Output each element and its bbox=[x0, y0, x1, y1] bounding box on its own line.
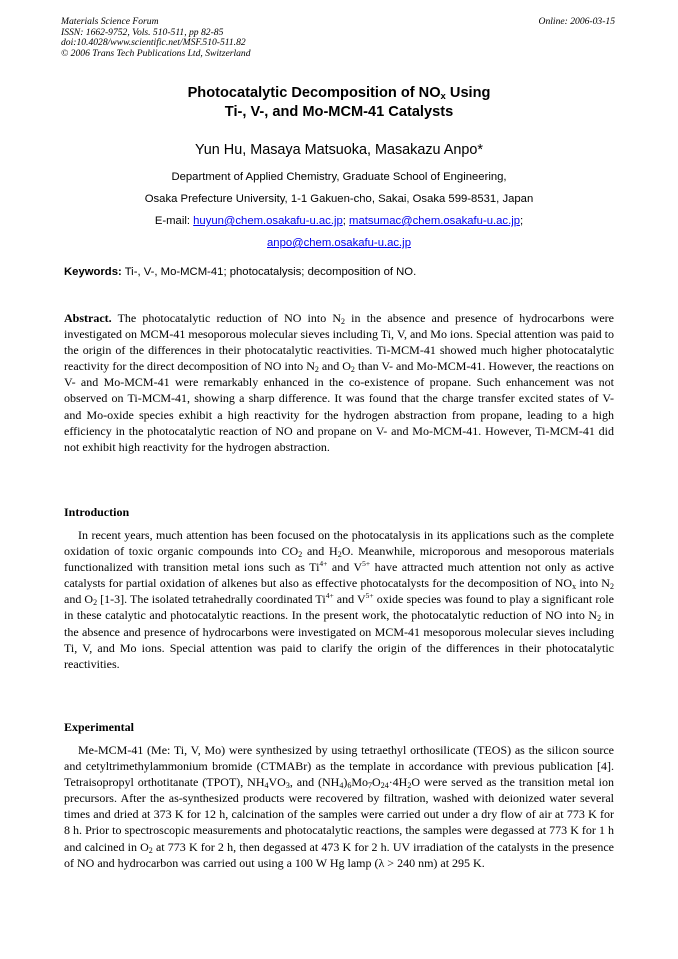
keywords bbox=[64, 266, 416, 278]
title-line-1: Photocatalytic Decomposition of $NO_x$ Using bbox=[187, 85, 491, 102]
experimental-heading: Experimental bbox=[64, 720, 134, 734]
abstract: Abstract. The photocatalytic reduction of NO into $N_2$ in the absence and presence of hydrocarbons were investigated on MCM-41 mesoporous molecular sieves including Ti, V, and Mo ions. Special attention was paid to the origin of the differences in their photocatalytic reactivities. Ti-MCM-41 showed much higher photocatalytic reactivity for the direct decomposition of NO into $N_2$ and $O_2$ than V- and Mo-MCM-41. However, the reactions on V- and Mo-MCM-41 were remarkably enhanced in the co-existence of propane. Such enhancement was not observed on Ti-MCM-41, showing a sharp difference. It was found that the charge transfer excited states of V- and Mo-oxide species exhibit a high reactivity for the hydrogen abstraction from propane, leading to a high efficiency in the photocatalytic reaction of NO and propane on V- and Mo-MCM-41. However, Ti-MCM-41 did not exhibit high reactivity for the hydrogen abstraction. bbox=[64, 311, 614, 454]
author-list: Yun Hu, Masaya Matsuoka, Masakazu Anpo* bbox=[195, 142, 483, 158]
keywords-text: Ti-, V-, Mo-MCM-41; photocatalysis; decomposition of NO. bbox=[121, 266, 417, 278]
email-link-matsumac[interactable]: matsumac@chem.osakafu-u.ac.jp bbox=[349, 215, 520, 227]
introduction-heading: Introduction bbox=[64, 505, 130, 519]
abstract-label: Abstract. bbox=[64, 311, 112, 325]
issn-line: ISSN: 1662-9752, Vols. 510-511, pp 82-85 bbox=[61, 26, 224, 38]
email-link-huyun[interactable]: huyun@chem.osakafu-u.ac.jp bbox=[193, 215, 343, 227]
affiliation-line-1: Department of Applied Chemistry, Graduate School of Engineering, bbox=[171, 171, 507, 183]
journal-name: Materials Science Forum bbox=[61, 16, 159, 27]
online-date: Online: 2006-03-15 bbox=[538, 16, 615, 27]
doi-line: doi:10.4028/www.scientific.net/MSF.510-511.82 bbox=[61, 37, 246, 49]
email-line-2 bbox=[0, 232, 678, 254]
keywords-label: Keywords: bbox=[64, 266, 122, 278]
email-link-anpo[interactable]: anpo@chem.osakafu-u.ac.jp bbox=[267, 237, 411, 249]
publication-metadata bbox=[61, 17, 251, 59]
introduction-paragraph: In recent years, much attention has been focused on the photocatalysis in its applications such as the complete oxidation of toxic organic compounds into $CO_2$ and $H_2O$. Meanwhile, microporous and mesoporous materials functionalized with transition metal ions such as $Ti^{4+}$ and $V^{5+}$ have attracted much attention not only as active catalysts for partial oxidation of alkenes but also as effective photocatalysts for the decomposition of $NO_x$ into $N_2$ and $O_2$ [1-3]. The isolated tetrahedrally coordinated $Ti^{4+}$ and $V^{5+}$ oxide species was found to play a significant role in these catalytic and photocatalytic reactions. In the present work, the photocatalytic reduction of NO into $N_2$ in the absence and presence of hydrocarbons were investigated on MCM-41 mesoporous molecular sieves including Ti, V, and Mo ions. Special attention was paid to clarify the origin of the differences in their photocatalytic reactivities. bbox=[64, 528, 615, 671]
title-line-2: Ti-, V-, and Mo-MCM-41 Catalysts bbox=[224, 103, 454, 120]
affiliation-block bbox=[0, 166, 678, 254]
paper-title bbox=[0, 84, 678, 121]
copyright-line: © 2006 Trans Tech Publications Ltd, Switzerland bbox=[61, 47, 251, 59]
affiliation-line-2: Osaka Prefecture University, 1-1 Gakuen-cho, Sakai, Osaka 599-8531, Japan bbox=[144, 193, 534, 205]
experimental-paragraph: Me-MCM-41 (Me: Ti, V, Mo) were synthesized by using tetraethyl orthosilicate (TEOS) as the silicon source and cetyltrimethylammonium bromide (CTMABr) as the template in accordance with previous publication [4]. Tetraisopropyl orthotitanate (TPOT), $NH_4VO_3$, and $(NH_4)_6Mo_7O_{24}\cdot 4H_2O$ were served as the transition metal ion precursors. After the as-synthesized products were recovered by filtration, washed with deionized water several times and dried at 373 K for 12 h, calcination of the samples were carried out under a dry flow of air at 773 K for 8 h. Prior to spectroscopic measurements and photocatalytic reactions, the samples were degassed at 773 K for 1 h and calcined in $O_2$ at 773 K for 2 h, then degassed at 473 K for 2 h. UV irradiation of the catalysts in the presence of NO and hydrocarbon was carried out using a 100 W Hg lamp (λ > 240 nm) at 295 K. bbox=[64, 743, 615, 870]
email-line: E-mail: huyun@chem.osakafu-u.ac.jp; matsumac@chem.osakafu-u.ac.jp; bbox=[154, 215, 524, 227]
